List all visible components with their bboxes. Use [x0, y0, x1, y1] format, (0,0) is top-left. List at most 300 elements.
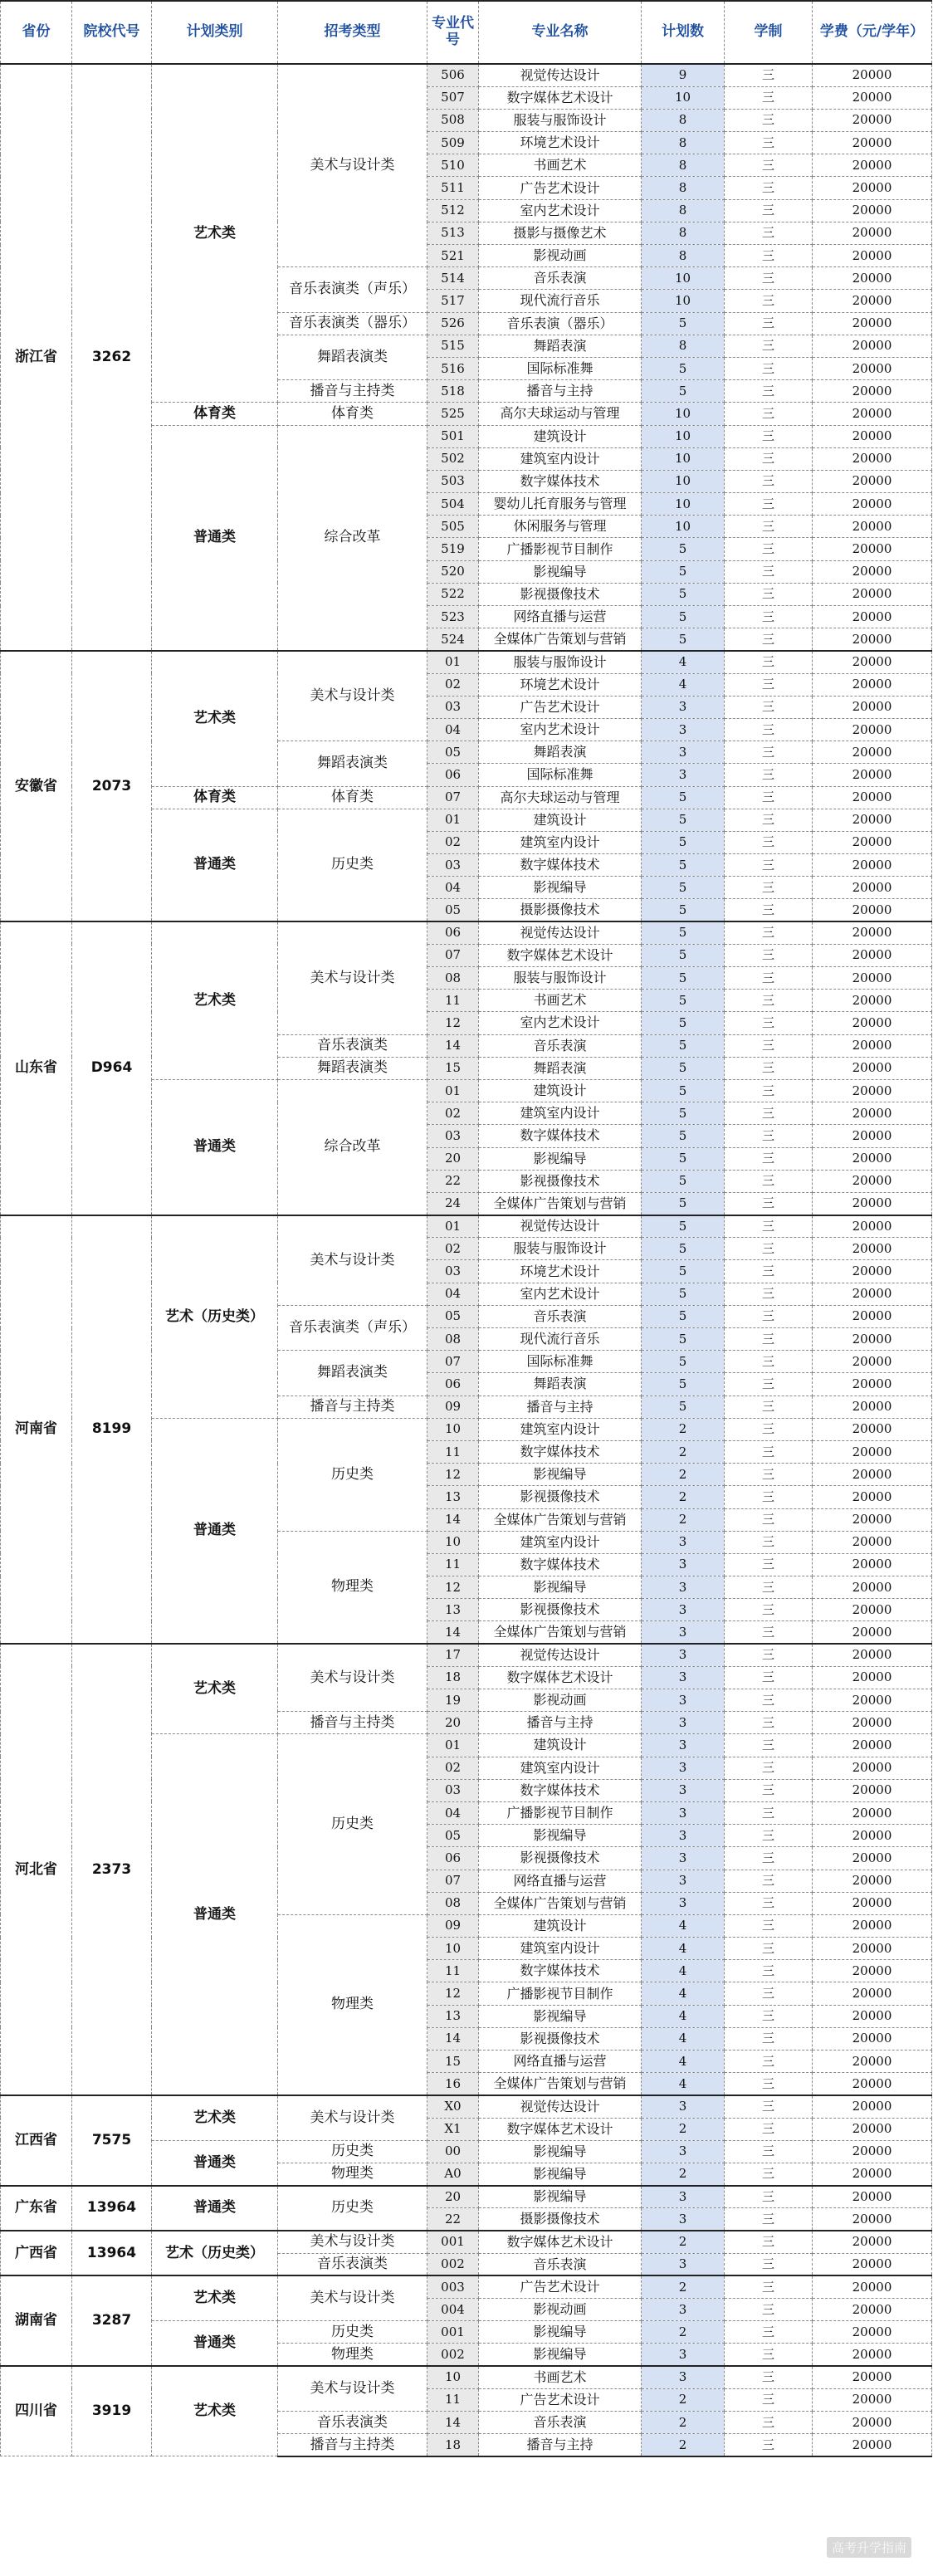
- tuition-cell: 20000: [813, 1734, 932, 1757]
- plan-count-cell: 4: [642, 2005, 725, 2027]
- exam-type-cell: 体育类: [278, 786, 427, 809]
- duration-cell: 三: [725, 1328, 813, 1351]
- plan-count-cell: 10: [642, 516, 725, 538]
- duration-cell: 三: [725, 1644, 813, 1666]
- major-name-cell: 视觉传达设计: [479, 1644, 642, 1666]
- tuition-cell: 20000: [813, 447, 932, 470]
- major-code-cell: 17: [427, 1644, 479, 1666]
- header-plan-count: 计划数: [642, 1, 725, 64]
- duration-cell: 三: [725, 425, 813, 447]
- tuition-cell: 20000: [813, 245, 932, 267]
- province-cell: 山东省: [1, 921, 72, 1215]
- tuition-cell: 20000: [813, 1621, 932, 1644]
- tuition-cell: 20000: [813, 2366, 932, 2388]
- major-name-cell: 全媒体广告策划与营销: [479, 1508, 642, 1531]
- header-exam-type: 招考类型: [278, 1, 427, 64]
- plan-count-cell: 4: [642, 2051, 725, 2073]
- exam-type-cell: 音乐表演类（器乐）: [278, 312, 427, 335]
- tuition-cell: 20000: [813, 267, 932, 290]
- major-code-cell: 06: [427, 921, 479, 944]
- table-row: [1, 2186, 932, 2208]
- tuition-cell: 20000: [813, 1825, 932, 1847]
- duration-cell: 三: [725, 628, 813, 651]
- tuition-cell: 20000: [813, 1238, 932, 1260]
- duration-cell: 三: [725, 1464, 813, 1486]
- duration-cell: 三: [725, 290, 813, 312]
- duration-cell: 三: [725, 154, 813, 177]
- major-code-cell: 01: [427, 1215, 479, 1238]
- exam-type-cell: 美术与设计类: [278, 2231, 427, 2253]
- tuition-cell: 20000: [813, 718, 932, 741]
- duration-cell: 三: [725, 1305, 813, 1327]
- major-code-cell: 526: [427, 312, 479, 335]
- plan-category-cell: 艺术类: [152, 2366, 278, 2456]
- tuition-cell: 20000: [813, 2299, 932, 2321]
- major-code-cell: 11: [427, 1553, 479, 1576]
- major-name-cell: 广告艺术设计: [479, 2388, 642, 2411]
- major-name-cell: 数字媒体技术: [479, 1440, 642, 1463]
- major-code-cell: 501: [427, 425, 479, 447]
- major-code-cell: 02: [427, 831, 479, 853]
- plan-count-cell: 3: [642, 2366, 725, 2388]
- tuition-cell: 20000: [813, 132, 932, 154]
- tuition-cell: 20000: [813, 696, 932, 718]
- exam-type-cell: 历史类: [278, 1418, 427, 1531]
- tuition-cell: 20000: [813, 177, 932, 199]
- tuition-cell: 20000: [813, 741, 932, 764]
- major-name-cell: 音乐表演（器乐）: [479, 312, 642, 335]
- major-name-cell: 服装与服饰设计: [479, 967, 642, 990]
- duration-cell: 三: [725, 1283, 813, 1305]
- exam-type-cell: 综合改革: [278, 425, 427, 651]
- plan-count-cell: 3: [642, 1712, 725, 1734]
- tuition-cell: 20000: [813, 2186, 932, 2208]
- exam-type-cell: 美术与设计类: [278, 1644, 427, 1712]
- plan-category-cell: 艺术（历史类）: [152, 1215, 278, 1419]
- major-code-cell: 22: [427, 2208, 479, 2231]
- tuition-cell: 20000: [813, 1486, 932, 1508]
- institution-code-cell: D964: [72, 921, 152, 1215]
- duration-cell: 三: [725, 1508, 813, 1531]
- plan-count-cell: 8: [642, 177, 725, 199]
- major-name-cell: 影视编导: [479, 2186, 642, 2208]
- tuition-cell: 20000: [813, 628, 932, 651]
- major-code-cell: 15: [427, 2051, 479, 2073]
- table-row: [1, 2095, 932, 2118]
- duration-cell: 三: [725, 493, 813, 516]
- plan-count-cell: 8: [642, 109, 725, 131]
- duration-cell: 三: [725, 1170, 813, 1192]
- duration-cell: 三: [725, 1779, 813, 1801]
- tuition-cell: 20000: [813, 2344, 932, 2366]
- tuition-cell: 20000: [813, 1305, 932, 1327]
- exam-type-cell: 美术与设计类: [278, 651, 427, 741]
- plan-count-cell: 2: [642, 1508, 725, 1531]
- tuition-cell: 20000: [813, 357, 932, 379]
- duration-cell: 三: [725, 1531, 813, 1553]
- tuition-cell: 20000: [813, 831, 932, 853]
- duration-cell: 三: [725, 899, 813, 921]
- major-code-cell: 22: [427, 1170, 479, 1192]
- plan-count-cell: 2: [642, 2321, 725, 2344]
- tuition-cell: 20000: [813, 1531, 932, 1553]
- major-code-cell: 01: [427, 1734, 479, 1757]
- major-code-cell: 03: [427, 1260, 479, 1283]
- exam-type-cell: 音乐表演类: [278, 2412, 427, 2434]
- major-code-cell: 04: [427, 1283, 479, 1305]
- institution-code-cell: 2373: [72, 1644, 152, 2095]
- tuition-cell: 20000: [813, 1283, 932, 1305]
- plan-count-cell: 2: [642, 2118, 725, 2140]
- duration-cell: 三: [725, 2366, 813, 2388]
- major-code-cell: 10: [427, 1418, 479, 1440]
- plan-count-cell: 5: [642, 1238, 725, 1260]
- tuition-cell: 20000: [813, 109, 932, 131]
- tuition-cell: 20000: [813, 1960, 932, 1982]
- header-duration: 学制: [725, 1, 813, 64]
- major-name-cell: 环境艺术设计: [479, 132, 642, 154]
- plan-count-cell: 3: [642, 2095, 725, 2118]
- duration-cell: 三: [725, 1757, 813, 1779]
- major-name-cell: 广告艺术设计: [479, 696, 642, 718]
- major-name-cell: 影视编导: [479, 2140, 642, 2163]
- tuition-cell: 20000: [813, 64, 932, 86]
- institution-code-cell: 3919: [72, 2366, 152, 2456]
- tuition-cell: 20000: [813, 1192, 932, 1215]
- plan-category-cell: 艺术类: [152, 921, 278, 1079]
- duration-cell: 三: [725, 2253, 813, 2275]
- tuition-cell: 20000: [813, 2163, 932, 2185]
- duration-cell: 三: [725, 1847, 813, 1870]
- major-code-cell: 11: [427, 1440, 479, 1463]
- tuition-cell: 20000: [813, 154, 932, 177]
- duration-cell: 三: [725, 1396, 813, 1418]
- plan-count-cell: 2: [642, 1464, 725, 1486]
- major-code-cell: 16: [427, 2073, 479, 2095]
- watermark: 高考升学指南: [827, 2537, 911, 2558]
- plan-count-cell: 5: [642, 809, 725, 831]
- tuition-cell: 20000: [813, 2027, 932, 2050]
- exam-type-cell: 美术与设计类: [278, 2366, 427, 2411]
- exam-type-cell: 音乐表演类（声乐）: [278, 1305, 427, 1350]
- plan-count-cell: 10: [642, 447, 725, 470]
- tuition-cell: 20000: [813, 1892, 932, 1914]
- tuition-cell: 20000: [813, 1689, 932, 1712]
- tuition-cell: 20000: [813, 312, 932, 335]
- plan-count-cell: 4: [642, 673, 725, 696]
- province-cell: 广西省: [1, 2231, 72, 2275]
- institution-code-cell: 7575: [72, 2095, 152, 2186]
- major-code-cell: 511: [427, 177, 479, 199]
- tuition-cell: 20000: [813, 1418, 932, 1440]
- tuition-cell: 20000: [813, 1779, 932, 1801]
- tuition-cell: 20000: [813, 380, 932, 403]
- major-code-cell: 07: [427, 944, 479, 966]
- major-name-cell: 书画艺术: [479, 154, 642, 177]
- tuition-cell: 20000: [813, 1464, 932, 1486]
- plan-count-cell: 5: [642, 1283, 725, 1305]
- duration-cell: 三: [725, 2321, 813, 2344]
- exam-type-cell: 体育类: [278, 403, 427, 425]
- tuition-cell: 20000: [813, 86, 932, 109]
- plan-count-cell: 5: [642, 899, 725, 921]
- plan-category-cell: 普通类: [152, 1079, 278, 1215]
- major-name-cell: 建筑室内设计: [479, 1531, 642, 1553]
- major-code-cell: 20: [427, 1147, 479, 1170]
- major-code-cell: 13: [427, 1599, 479, 1621]
- tuition-cell: 20000: [813, 944, 932, 966]
- plan-count-cell: 5: [642, 380, 725, 403]
- plan-category-cell: 艺术类: [152, 1644, 278, 1734]
- table-row: [1, 2275, 932, 2298]
- duration-cell: 三: [725, 1147, 813, 1170]
- institution-code-cell: 2073: [72, 651, 152, 921]
- major-code-cell: 15: [427, 1057, 479, 1079]
- plan-count-cell: 3: [642, 1870, 725, 1892]
- major-code-cell: 521: [427, 245, 479, 267]
- major-name-cell: 数字媒体技术: [479, 470, 642, 492]
- duration-cell: 三: [725, 854, 813, 877]
- plan-count-cell: 5: [642, 538, 725, 560]
- plan-count-cell: 8: [642, 222, 725, 244]
- plan-count-cell: 5: [642, 1260, 725, 1283]
- exam-type-cell: 综合改革: [278, 1079, 427, 1215]
- major-name-cell: 影视摄像技术: [479, 1486, 642, 1508]
- major-code-cell: 516: [427, 357, 479, 379]
- tuition-cell: 20000: [813, 335, 932, 357]
- tuition-cell: 20000: [813, 606, 932, 628]
- plan-category-cell: 普通类: [152, 425, 278, 651]
- major-code-cell: 02: [427, 673, 479, 696]
- plan-category-cell: 艺术类: [152, 64, 278, 403]
- major-name-cell: 影视编导: [479, 2163, 642, 2185]
- tuition-cell: 20000: [813, 222, 932, 244]
- duration-cell: 三: [725, 831, 813, 853]
- major-name-cell: 影视摄像技术: [479, 583, 642, 605]
- province-cell: 湖南省: [1, 2275, 72, 2366]
- major-name-cell: 建筑室内设计: [479, 447, 642, 470]
- table-row: [1, 2366, 932, 2388]
- plan-count-cell: 3: [642, 1801, 725, 1824]
- tuition-cell: 20000: [813, 854, 932, 877]
- plan-count-cell: 3: [642, 696, 725, 718]
- tuition-cell: 20000: [813, 493, 932, 516]
- major-code-cell: 04: [427, 877, 479, 899]
- tuition-cell: 20000: [813, 2118, 932, 2140]
- duration-cell: 三: [725, 2005, 813, 2027]
- major-name-cell: 建筑设计: [479, 809, 642, 831]
- duration-cell: 三: [725, 1440, 813, 1463]
- plan-count-cell: 2: [642, 1440, 725, 1463]
- duration-cell: 三: [725, 1599, 813, 1621]
- exam-type-cell: 播音与主持类: [278, 1712, 427, 1734]
- major-name-cell: 数字媒体艺术设计: [479, 2231, 642, 2253]
- tuition-cell: 20000: [813, 290, 932, 312]
- exam-type-cell: 音乐表演类（声乐）: [278, 267, 427, 312]
- table-row: [1, 2231, 932, 2253]
- major-name-cell: 影视编导: [479, 1825, 642, 1847]
- plan-count-cell: 3: [642, 1847, 725, 1870]
- major-name-cell: 影视编导: [479, 2344, 642, 2366]
- plan-count-cell: 4: [642, 1938, 725, 1960]
- plan-count-cell: 5: [642, 1034, 725, 1057]
- plan-count-cell: 8: [642, 335, 725, 357]
- tuition-cell: 20000: [813, 1057, 932, 1079]
- tuition-cell: 20000: [813, 403, 932, 425]
- major-code-cell: 515: [427, 335, 479, 357]
- duration-cell: 三: [725, 2344, 813, 2366]
- tuition-cell: 20000: [813, 2095, 932, 2118]
- duration-cell: 三: [725, 1057, 813, 1079]
- tuition-cell: 20000: [813, 1328, 932, 1351]
- exam-type-cell: 物理类: [278, 1914, 427, 2095]
- tuition-cell: 20000: [813, 877, 932, 899]
- major-code-cell: 11: [427, 1960, 479, 1982]
- major-code-cell: 10: [427, 2366, 479, 2388]
- tuition-cell: 20000: [813, 1644, 932, 1666]
- plan-count-cell: 3: [642, 2186, 725, 2208]
- major-name-cell: 服装与服饰设计: [479, 109, 642, 131]
- major-name-cell: 环境艺术设计: [479, 1260, 642, 1283]
- major-code-cell: 04: [427, 1801, 479, 1824]
- major-name-cell: 高尔夫球运动与管理: [479, 786, 642, 809]
- exam-type-cell: 历史类: [278, 2140, 427, 2163]
- duration-cell: 三: [725, 2231, 813, 2253]
- duration-cell: 三: [725, 2140, 813, 2163]
- major-code-cell: 14: [427, 2412, 479, 2434]
- major-name-cell: 休闲服务与管理: [479, 516, 642, 538]
- major-code-cell: 004: [427, 2299, 479, 2321]
- duration-cell: 三: [725, 2186, 813, 2208]
- exam-type-cell: 美术与设计类: [278, 1215, 427, 1306]
- duration-cell: 三: [725, 1079, 813, 1102]
- major-code-cell: 01: [427, 651, 479, 673]
- major-code-cell: 01: [427, 1079, 479, 1102]
- major-name-cell: 播音与主持: [479, 380, 642, 403]
- tuition-cell: 20000: [813, 1982, 932, 2005]
- duration-cell: 三: [725, 86, 813, 109]
- major-code-cell: 14: [427, 2027, 479, 2050]
- duration-cell: 三: [725, 222, 813, 244]
- plan-count-cell: 2: [642, 2388, 725, 2411]
- major-code-cell: 05: [427, 1305, 479, 1327]
- major-code-cell: 01: [427, 809, 479, 831]
- major-name-cell: 书画艺术: [479, 2366, 642, 2388]
- major-code-cell: 13: [427, 1486, 479, 1508]
- exam-type-cell: 物理类: [278, 2344, 427, 2366]
- header-institution-code: 院校代号: [72, 1, 152, 64]
- province-cell: 四川省: [1, 2366, 72, 2456]
- plan-count-cell: 10: [642, 425, 725, 447]
- duration-cell: 三: [725, 1801, 813, 1824]
- plan-count-cell: 10: [642, 403, 725, 425]
- major-code-cell: 03: [427, 1779, 479, 1801]
- major-name-cell: 广告艺术设计: [479, 177, 642, 199]
- duration-cell: 三: [725, 1012, 813, 1034]
- plan-count-cell: 3: [642, 1825, 725, 1847]
- duration-cell: 三: [725, 1260, 813, 1283]
- duration-cell: 三: [725, 245, 813, 267]
- major-code-cell: 07: [427, 1870, 479, 1892]
- major-code-cell: 507: [427, 86, 479, 109]
- exam-type-cell: 舞蹈表演类: [278, 1351, 427, 1396]
- plan-count-cell: 5: [642, 1192, 725, 1215]
- major-code-cell: 03: [427, 1125, 479, 1147]
- tuition-cell: 20000: [813, 199, 932, 222]
- tuition-cell: 20000: [813, 921, 932, 944]
- table-row: [1, 921, 932, 944]
- plan-count-cell: 8: [642, 245, 725, 267]
- plan-category-cell: 体育类: [152, 786, 278, 809]
- plan-count-cell: 5: [642, 628, 725, 651]
- major-name-cell: 室内艺术设计: [479, 718, 642, 741]
- major-code-cell: 03: [427, 854, 479, 877]
- plan-count-cell: 5: [642, 877, 725, 899]
- major-name-cell: 播音与主持: [479, 2434, 642, 2456]
- major-code-cell: 003: [427, 2275, 479, 2298]
- plan-category-cell: 艺术类: [152, 2095, 278, 2140]
- header-major-code: 专业代号: [427, 1, 479, 64]
- exam-type-cell: 物理类: [278, 2163, 427, 2185]
- duration-cell: 三: [725, 1914, 813, 1937]
- duration-cell: 三: [725, 1486, 813, 1508]
- exam-type-cell: 舞蹈表演类: [278, 741, 427, 786]
- exam-type-cell: 美术与设计类: [278, 2275, 427, 2320]
- plan-count-cell: 8: [642, 199, 725, 222]
- plan-count-cell: 3: [642, 1892, 725, 1914]
- header-row: [1, 1, 932, 64]
- tuition-cell: 20000: [813, 583, 932, 605]
- major-code-cell: 08: [427, 1328, 479, 1351]
- duration-cell: 三: [725, 1215, 813, 1238]
- tuition-cell: 20000: [813, 538, 932, 560]
- plan-count-cell: 3: [642, 1666, 725, 1689]
- plan-count-cell: 3: [642, 741, 725, 764]
- plan-count-cell: 3: [642, 1599, 725, 1621]
- duration-cell: 三: [725, 132, 813, 154]
- tuition-cell: 20000: [813, 1599, 932, 1621]
- plan-count-cell: 10: [642, 290, 725, 312]
- duration-cell: 三: [725, 1125, 813, 1147]
- exam-type-cell: 物理类: [278, 1531, 427, 1644]
- plan-count-cell: 3: [642, 2344, 725, 2366]
- major-code-cell: 19: [427, 1689, 479, 1712]
- duration-cell: 三: [725, 967, 813, 990]
- duration-cell: 三: [725, 470, 813, 492]
- exam-type-cell: 历史类: [278, 2186, 427, 2231]
- exam-type-cell: 历史类: [278, 809, 427, 921]
- tuition-cell: 20000: [813, 1147, 932, 1170]
- major-name-cell: 建筑设计: [479, 1914, 642, 1937]
- plan-count-cell: 5: [642, 1170, 725, 1192]
- plan-count-cell: 5: [642, 1215, 725, 1238]
- exam-type-cell: 播音与主持类: [278, 1396, 427, 1418]
- plan-count-cell: 2: [642, 1486, 725, 1508]
- major-code-cell: 06: [427, 764, 479, 786]
- major-code-cell: 506: [427, 64, 479, 86]
- province-cell: 安徽省: [1, 651, 72, 921]
- major-code-cell: 512: [427, 199, 479, 222]
- major-code-cell: 517: [427, 290, 479, 312]
- duration-cell: 三: [725, 786, 813, 809]
- major-name-cell: 建筑室内设计: [479, 1418, 642, 1440]
- tuition-cell: 20000: [813, 1079, 932, 1102]
- plan-count-cell: 5: [642, 583, 725, 605]
- table-row: [1, 1644, 932, 1666]
- exam-type-cell: 舞蹈表演类: [278, 335, 427, 379]
- major-code-cell: 12: [427, 1576, 479, 1599]
- major-code-cell: 10: [427, 1938, 479, 1960]
